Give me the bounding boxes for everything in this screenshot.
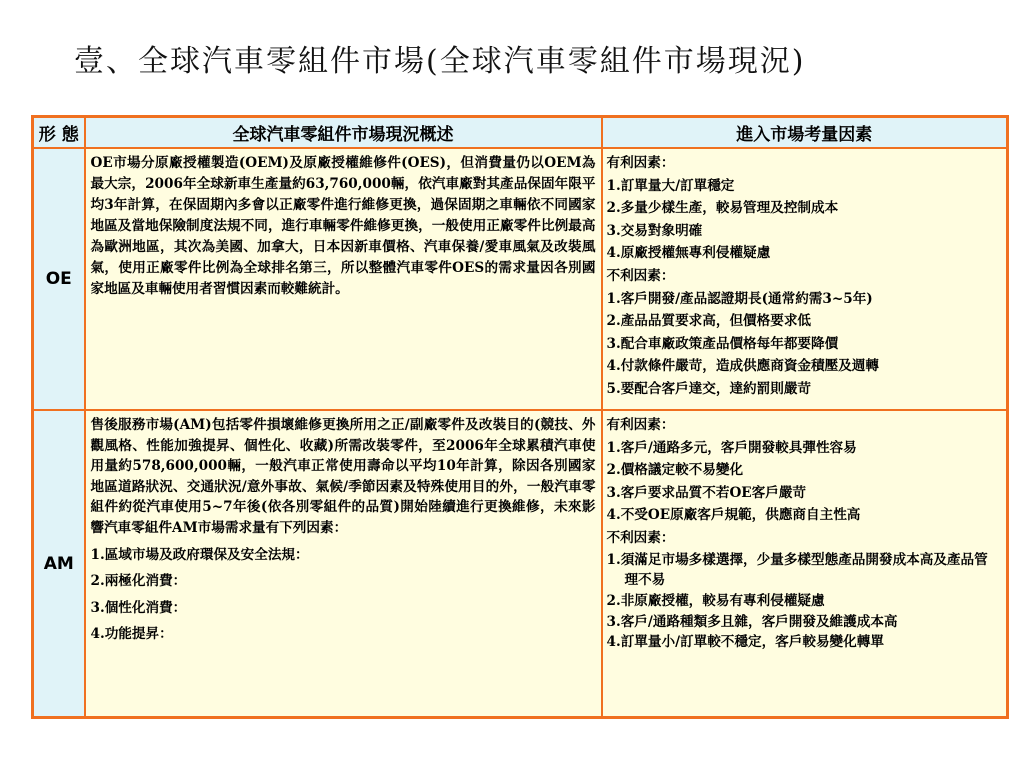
header-row (33, 117, 1008, 149)
am-factors (603, 411, 1007, 652)
oe-unfavorable-item: 4.付款條件嚴苛，造成供應商資金積壓及週轉 (606, 358, 879, 375)
oe-factors (603, 149, 1007, 401)
am-favorable-item: 4.不受OE原廠客戶規範，供應商自主性高 (606, 507, 861, 524)
am-unfavorable-item: 2.非原廠授權，較易有專利侵權疑慮 (606, 592, 825, 609)
header-form: 形 態 (33, 117, 85, 149)
am-overview-cell (85, 410, 602, 718)
am-description: 售後服務市場(AM)包括零件損壞維修更換所用之正/副廠零件及改裝目的(競技、外觀風格、性能加強提昇、個性化、收藏)所需改裝零件，至2006年全球累積汽車使用量約578,600,000輛，一般汽車正常使用壽命以平均10年計算，除因各別國家地區道路狀況、交通狀況/意外事故、氣候/季節因素及特殊使用目的外，一般汽車零組件約從汽車使用5~7年後(依各別零組件的品質)開始陸續進行更換維修，未來影響汽車零組件AM市場需求量有下列因素： (90, 417, 596, 536)
am-favorable-item: 1.客戶/通路多元，客戶開發較具彈性容易 (606, 439, 857, 456)
row-label-am: AM (33, 410, 85, 718)
am-favorable-item: 2.價格議定較不易變化 (606, 462, 744, 479)
am-favorable-label: 有利因素： (606, 417, 675, 433)
oe-favorable-item: 4.原廠授權無專利侵權疑慮 (606, 245, 771, 262)
am-point: 4.功能提昇： (90, 626, 173, 643)
oe-factors-cell (602, 148, 1008, 410)
oe-unfavorable-item: 5.要配合客戶達交，達約罰則嚴苛 (606, 380, 812, 397)
am-unfavorable-label: 不利因素： (606, 529, 675, 546)
oe-description: OE市場分原廠授權製造(OEM)及原廠授權維修件(OES)，但消費量仍以OEM為最大宗，2006年全球新車生產量約63,760,000輛，依汽車廠對其產品保固年限平均3年計算，在保固期內多會以正廠零件進行維修更換，過保固期之車輛依不同國家地區及當地保險制度法規不同，進行車輛零件維修更換，一般使用正廠零件比例最高為歐洲地區，其次為美國、加拿大，日本因新車價格、汽車保養/愛車風氣及改裝風氣，使用正廠零件比例為全球排名第三，所以整體汽車零件OES的需求量因各別國家地區及車輛使用者習慣因素而較難統計。 (90, 155, 596, 297)
oe-favorable-item: 1.訂單量大/訂單穩定 (606, 177, 735, 194)
row-oe (33, 148, 1008, 410)
am-favorable-item: 3.客戶要求品質不若OE客戶嚴苛 (606, 484, 807, 501)
row-label-oe: OE (33, 148, 85, 410)
am-unfavorable-item: 4.訂單量小/訂單較不穩定，客戶較易變化轉單 (606, 634, 884, 651)
oe-overview-cell (85, 148, 602, 410)
oe-unfavorable-item: 2.產品品質要求高，但價格要求低 (606, 313, 812, 330)
am-factors-cell (602, 410, 1008, 718)
header-overview: 全球汽車零組件市場現況概述 (85, 117, 602, 149)
am-unfavorable-item: 3.客戶/通路種類多且雜，客戶開發及維護成本高 (606, 614, 898, 631)
am-description-block (86, 411, 601, 645)
am-point: 3.個性化消費： (90, 599, 187, 616)
oe-favorable-item: 3.交易對象明確 (606, 222, 703, 239)
row-am (33, 410, 1008, 718)
slide-title: 壹、全球汽車零組件市場(全球汽車零組件市場現況) (74, 44, 806, 79)
oe-unfavorable-label: 不利因素： (606, 267, 675, 284)
oe-favorable-item: 2.多量少樣生產，較易管理及控制成本 (606, 200, 839, 217)
am-point: 1.區域市場及政府環保及安全法規： (90, 546, 309, 563)
am-point: 2.兩極化消費： (90, 573, 187, 590)
am-unfavorable-item: 1.須滿足市場多樣選擇，少量多樣型態產品開發成本高及產品管理不易 (606, 551, 988, 588)
header-factors: 進入市場考量因素 (602, 117, 1008, 149)
oe-unfavorable-item: 1.客戶開發/產品認證期長(通常約需3~5年) (606, 290, 873, 307)
oe-favorable-label: 有利因素： (606, 155, 675, 171)
oe-unfavorable-item: 3.配合車廠政策產品價格每年都要降價 (606, 335, 839, 352)
market-table (31, 115, 1009, 719)
